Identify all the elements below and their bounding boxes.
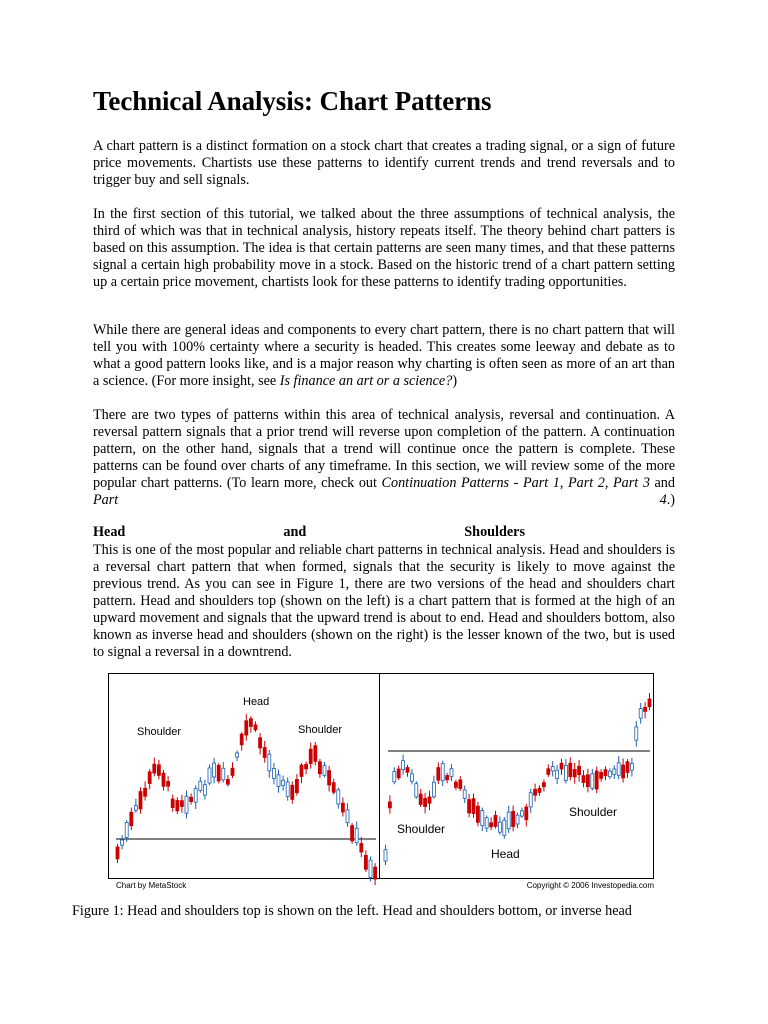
paragraph-pattern-types-end: .) — [666, 492, 675, 508]
candle-body — [476, 806, 479, 822]
label-left-shoulder-1: Shoulder — [137, 726, 182, 738]
candle-body — [591, 774, 594, 788]
paragraph-leeway-end: ) — [452, 373, 458, 389]
candle-body — [268, 754, 271, 771]
candle-body — [254, 725, 257, 730]
candle-body — [286, 782, 289, 797]
candle-body — [240, 734, 243, 745]
candle-body — [208, 768, 211, 783]
label-right-shoulder-2: Shoulder — [569, 805, 618, 819]
figure-1-chart — [108, 673, 659, 891]
label-right-shoulder-1: Shoulder — [397, 822, 446, 836]
candle-body — [485, 818, 488, 828]
candle-body — [355, 828, 358, 842]
candle-body — [134, 806, 137, 811]
candle-body — [560, 763, 563, 769]
candle-body — [309, 749, 312, 763]
candle-body — [644, 707, 647, 711]
candle-body — [364, 855, 367, 869]
candle-body — [125, 822, 128, 837]
candle-body — [185, 796, 188, 813]
candle-body — [569, 763, 572, 776]
separator: , — [604, 475, 614, 491]
head-and-shoulders-figure — [108, 673, 659, 891]
candle-body — [472, 799, 475, 814]
candle-body — [337, 790, 340, 804]
paragraph-intro: A chart pattern is a distinct formation on a stock chart that creates a trading signal, or a sign of future price movements. Chartists use these patterns to identify current trends and trend reversals and to trigger buy and sell signals. — [93, 138, 675, 188]
candle-body — [236, 753, 239, 757]
candle-body — [300, 765, 303, 776]
candle-body — [481, 811, 484, 826]
candle-body — [328, 771, 331, 785]
candle-body — [428, 797, 431, 803]
candle-body — [305, 764, 308, 768]
paragraph-assumptions: In the first section of this tutorial, we talked about the three assumptions of technical analysis, the third of which was that in technical analysis, history repeats itself. The theory behind chart patters is based on this assumption. The idea is that certain patterns are seen many times, and that these patterns signal a certain high probability move in a stock. Based on the historic trend of a chart pattern setting up a certain price movement, chartists look for these patterns to identify trading opportunities. — [93, 206, 675, 290]
candle-body — [213, 763, 216, 777]
candle-body — [397, 769, 400, 778]
candle-body — [406, 768, 409, 773]
candle-body — [116, 847, 119, 859]
candle-body — [450, 769, 453, 777]
candle-body — [419, 794, 422, 804]
paragraph-pattern-types-text: There are two types of patterns within this area of technical analysis, reversal and continuation. A reversal pattern signals that a prior trend will reverse upon completion of the pattern. A continuation pattern, on the other hand, signals that a trend will continue once the pattern is complete. These patterns can be found over charts of any timeframe. In this section, we will review some of the more popular chart patterns. (To learn more, check out — [93, 407, 675, 491]
candle-body — [547, 769, 550, 775]
candle-body — [534, 789, 537, 795]
candle-body — [507, 812, 510, 829]
candle-body — [121, 840, 124, 845]
candle-body — [613, 769, 616, 774]
candle-body — [630, 763, 633, 770]
figure-caption: Figure 1: Head and shoulders top is shown on the left. Head and shoulders bottom, or inverse head — [72, 903, 632, 919]
paragraph-leeway — [93, 322, 675, 390]
candle-body — [384, 850, 387, 861]
candle-body — [446, 776, 449, 780]
candle-body — [323, 766, 326, 776]
separator: , — [559, 475, 568, 491]
candle-body — [626, 762, 629, 773]
candle-body — [648, 699, 651, 707]
candle-body — [639, 709, 642, 719]
candle-body — [346, 810, 349, 823]
candle-body — [432, 782, 435, 797]
candle-body — [542, 783, 545, 787]
candle-body — [388, 802, 391, 808]
candle-body — [459, 780, 462, 789]
candle-body — [194, 789, 197, 803]
candle-body — [402, 761, 405, 770]
candle-body — [463, 790, 466, 798]
separator: and — [649, 475, 675, 491]
continuation-part2-link[interactable]: Part 2 — [567, 475, 605, 491]
candle-body — [516, 815, 519, 824]
candle-body — [259, 738, 262, 748]
candle-body — [263, 748, 266, 758]
candle-body — [374, 867, 377, 879]
paragraph-leeway-text: While there are general ideas and components to every chart pattern, there is no chart pattern that will tell you with 100% certainty where a security is headed. This creates some leeway and debate as to what a good pattern looks like, and is a major reason why charting is often seen as more of an art than a science. (For more insight, see — [93, 322, 675, 389]
candle-body — [167, 782, 170, 787]
candle-body — [635, 727, 638, 740]
section-heading-head-and-shoulders: Head and Shoulders — [93, 524, 525, 540]
candle-body — [622, 765, 625, 778]
candle-body — [360, 844, 363, 852]
candle-body — [498, 822, 501, 832]
candle-body — [415, 784, 418, 797]
art-or-science-link[interactable]: Is finance an art or a science? — [279, 373, 453, 389]
candle-body — [608, 771, 611, 776]
candle-body — [529, 793, 532, 807]
candle-body — [157, 765, 160, 776]
candle-body — [341, 803, 344, 812]
candle-body — [332, 783, 335, 793]
candle-body — [277, 775, 280, 787]
candle-body — [222, 768, 225, 780]
candle-body — [520, 811, 523, 816]
candle-body — [582, 776, 585, 783]
candle-body — [573, 769, 576, 776]
label-left-head: Head — [243, 696, 270, 708]
candle-body — [551, 767, 554, 771]
candle-body — [272, 769, 275, 779]
candle-body — [217, 765, 220, 781]
candle-body — [454, 782, 457, 787]
paragraph-head-and-shoulders: This is one of the most popular and reliable chart patterns in technical analysis. Head and shoulders is a reversal chart pattern that when formed, signals that the security is likely to move against the previous trend. As you can see in Figure 1, there are two versions of the head and shoulders chart pattern. Head and shoulders top (shown on the left) is a chart pattern that is formed at the high of an upward movement and signals that the upward trend is about to end. Head and shoulders bottom, also known as inverse head and shoulders (shown on the right) is the lesser known of the two, but is used to signal a reversal in a downtrend. — [93, 542, 675, 660]
candle-body — [410, 774, 413, 781]
label-right-head: Head — [491, 847, 520, 861]
candle-body — [162, 773, 165, 786]
candle-body — [437, 768, 440, 781]
candle-body — [203, 785, 206, 795]
candle-body — [512, 811, 515, 826]
candle-body — [199, 781, 202, 790]
candle-body — [231, 768, 234, 775]
candle-body — [139, 792, 142, 809]
candle-body — [556, 770, 559, 778]
candle-body — [318, 762, 321, 774]
candle-body — [564, 766, 567, 781]
candle-body — [586, 775, 589, 787]
candle-body — [180, 801, 183, 807]
candle-body — [604, 770, 607, 776]
continuation-part4-link[interactable]: Part 4 — [93, 492, 667, 508]
candle-body — [393, 772, 396, 782]
page-title: Technical Analysis: Chart Patterns — [93, 86, 492, 116]
candle-body — [503, 820, 506, 835]
candle-body — [490, 823, 493, 827]
candle-body — [314, 746, 317, 762]
label-left-shoulder-2: Shoulder — [298, 724, 343, 736]
candle-body — [130, 812, 133, 825]
paragraph-pattern-types — [93, 407, 675, 509]
candle-body — [351, 826, 354, 841]
candle-body — [176, 801, 179, 811]
candle-body — [538, 788, 541, 792]
candle-body — [617, 763, 620, 775]
chart-credit-metastock: Chart by MetaStock — [116, 881, 187, 890]
candle-body — [249, 719, 252, 727]
candle-body — [595, 771, 598, 789]
candle-body — [171, 799, 174, 808]
candle-body — [148, 772, 151, 784]
candle-body — [282, 780, 285, 785]
candle-body — [578, 766, 581, 774]
candle-body — [190, 797, 193, 801]
candle-body — [144, 788, 147, 796]
candle-body — [291, 785, 294, 799]
candle-body — [600, 772, 603, 778]
candle-body — [153, 764, 156, 773]
continuation-part1-link[interactable]: Continuation Patterns - Part 1 — [381, 475, 560, 491]
chart-credit-investopedia: Copyright © 2006 Investopedia.com — [526, 881, 654, 890]
candle-body — [295, 779, 298, 792]
candle-body — [424, 798, 427, 806]
continuation-part3-link[interactable]: Part 3 — [613, 475, 650, 491]
candle-body — [494, 815, 497, 826]
candle-body — [369, 860, 372, 877]
candle-body — [226, 780, 229, 785]
candle-body — [441, 763, 444, 780]
candle-body — [468, 800, 471, 813]
candle-body — [245, 721, 248, 735]
candle-body — [525, 807, 528, 820]
